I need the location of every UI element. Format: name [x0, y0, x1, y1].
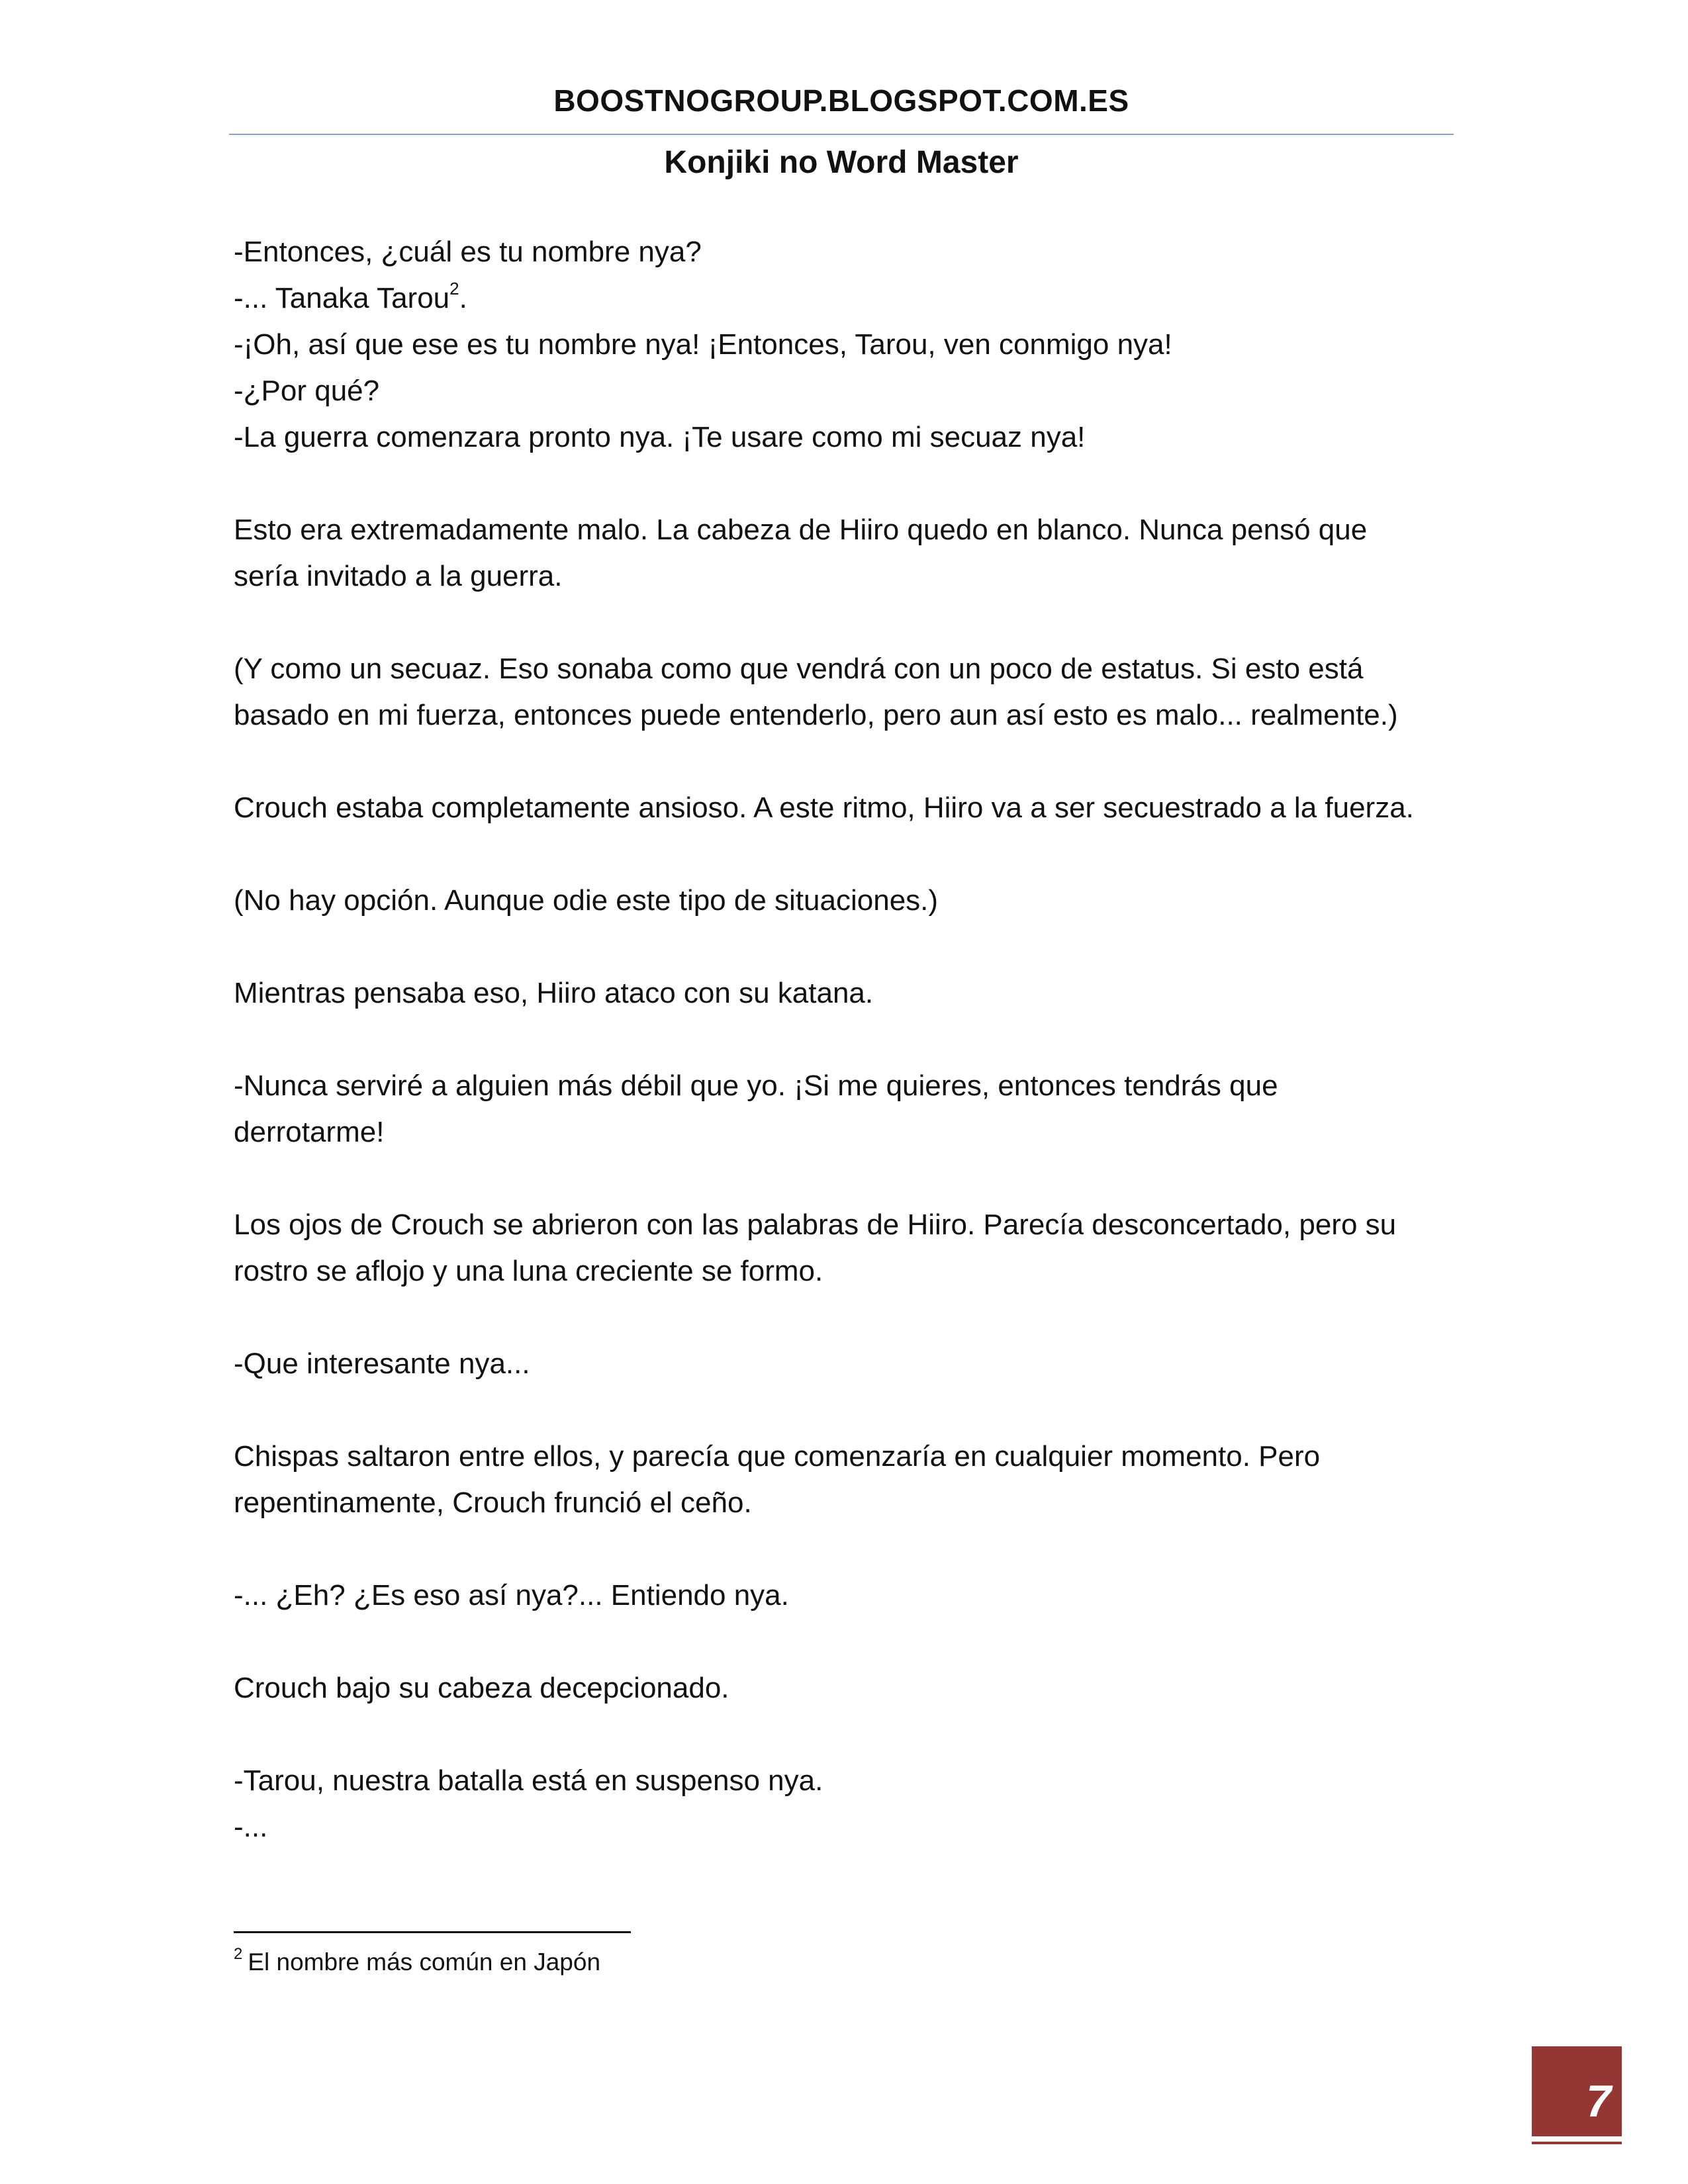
text-line: [234, 1248, 1478, 1295]
text-line-content: derrotarme!: [234, 1116, 385, 1148]
text-line: [234, 229, 1478, 275]
text-line-content: -Nunca serviré a alguien más débil que yo. ¡Si me quieres, entonces tendrás que: [234, 1069, 1278, 1102]
blank-line: [234, 1387, 1478, 1433]
text-line: [234, 322, 1478, 368]
blank-line: [234, 924, 1478, 970]
text-line: [234, 507, 1478, 553]
header-rule: [229, 134, 1454, 135]
text-line-content: Crouch estaba completamente ansioso. A este ritmo, Hiiro va a ser secuestrado a la fuerza.: [234, 792, 1414, 824]
text-line-content: -¡Oh, así que ese es tu nombre nya! ¡Entonces, Tarou, ven conmigo nya!: [234, 328, 1172, 361]
footnote-reference: 2: [449, 279, 459, 299]
text-line-content: Crouch bajo su cabeza decepcionado.: [234, 1672, 729, 1704]
page-number: 7: [1586, 2076, 1611, 2126]
text-line: [234, 1665, 1478, 1711]
blank-line: [234, 831, 1478, 878]
text-line-content: Esto era extremadamente malo. La cabeza de Hiiro quedo en blanco. Nunca pensó que: [234, 514, 1368, 546]
page-number-badge: [1532, 2046, 1622, 2136]
text-line: [234, 878, 1478, 924]
blank-line: [234, 739, 1478, 785]
text-line-content: (No hay opción. Aunque odie este tipo de situaciones.): [234, 884, 939, 917]
text-line: [234, 1063, 1478, 1109]
text-line-content: (Y como un secuaz. Eso sonaba como que vendrá con un poco de estatus. Si esto está: [234, 653, 1364, 685]
blank-line: [234, 1619, 1478, 1665]
text-line-content: -...: [234, 1811, 268, 1843]
blank-line: [234, 1017, 1478, 1063]
text-line-content: -La guerra comenzara pronto nya. ¡Te usare como mi secuaz nya!: [234, 421, 1086, 453]
text-line: [234, 553, 1478, 600]
document-title: Konjiki no Word Master: [664, 145, 1019, 180]
text-line: [234, 1202, 1478, 1248]
text-line-content: -Que interesante nya...: [234, 1347, 530, 1380]
text-line: [234, 1341, 1478, 1387]
text-line-content: Mientras pensaba eso, Hiiro ataco con su katana.: [234, 977, 874, 1009]
text-line-content: -Tarou, nuestra batalla está en suspenso nya.: [234, 1764, 823, 1797]
text-line: [234, 368, 1478, 414]
text-line: [234, 970, 1478, 1017]
text-line-content: sería invitado a la guerra.: [234, 560, 563, 592]
footnote-reference-punctuation: .: [459, 282, 467, 314]
text-line: [234, 785, 1478, 831]
text-line-content: rostro se aflojo y una luna creciente se formo.: [234, 1255, 823, 1287]
footnote-text: El nombre más común en Japón: [248, 1948, 601, 1976]
text-line-content: Chispas saltaron entre ellos, y parecía que comenzaría en cualquier momento. Pero: [234, 1440, 1321, 1473]
text-line-content: -¿Por qué?: [234, 375, 380, 407]
site-header: BOOSTNOGROUP.BLOGSPOT.COM.ES: [553, 83, 1129, 118]
text-line-content: repentinamente, Crouch frunció el ceño.: [234, 1486, 752, 1519]
footnote-marker: 2: [234, 1944, 243, 1963]
text-line: [234, 646, 1478, 692]
text-line: [234, 1758, 1478, 1804]
text-line: [234, 1572, 1478, 1619]
text-line: [234, 1480, 1478, 1526]
text-line: [234, 275, 1478, 322]
footnote: [234, 1946, 600, 1979]
text-line-content: Los ojos de Crouch se abrieron con las palabras de Hiiro. Parecía desconcertado, pero su: [234, 1208, 1397, 1241]
text-line: [234, 1433, 1478, 1480]
blank-line: [234, 1711, 1478, 1758]
text-line: [234, 1109, 1478, 1156]
blank-line: [234, 1295, 1478, 1341]
text-line-content: basado en mi fuerza, entonces puede entenderlo, pero aun así esto es malo... realmente.): [234, 699, 1398, 731]
text-line: [234, 1804, 1478, 1850]
text-line: [234, 692, 1478, 739]
text-line-content: -... Tanaka Tarou: [234, 282, 450, 314]
text-line-content: -... ¿Eh? ¿Es eso así nya?... Entiendo nya.: [234, 1579, 789, 1612]
body-text: [234, 229, 1478, 1850]
blank-line: [234, 600, 1478, 646]
page-number-underline: [1532, 2142, 1622, 2144]
blank-line: [234, 461, 1478, 507]
blank-line: [234, 1156, 1478, 1202]
text-line: [234, 414, 1478, 461]
footnote-separator: [234, 1931, 631, 1933]
blank-line: [234, 1526, 1478, 1572]
text-line-content: -Entonces, ¿cuál es tu nombre nya?: [234, 236, 702, 268]
